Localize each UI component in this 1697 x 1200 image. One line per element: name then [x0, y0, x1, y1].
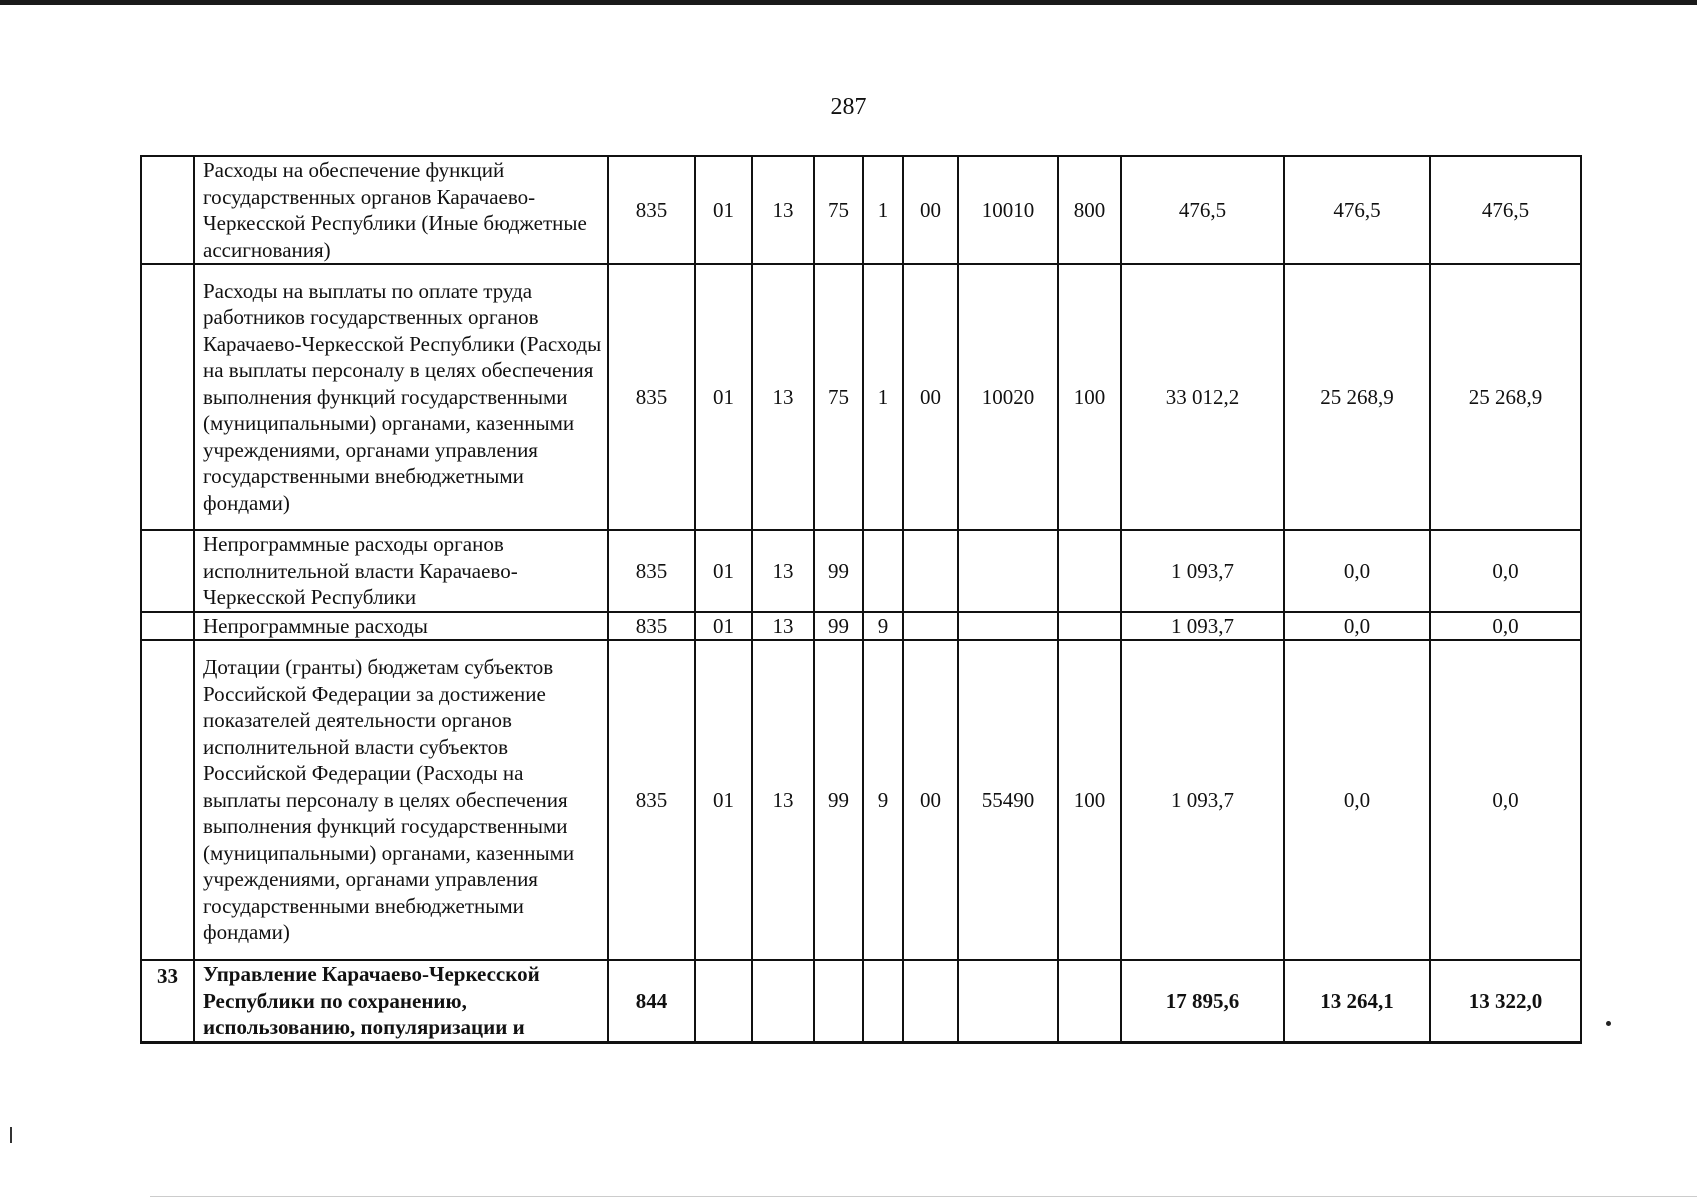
cell-amount-2: 476,5 — [1284, 156, 1430, 264]
cell-code-2: 01 — [695, 156, 752, 264]
cell-code-2: 01 — [695, 640, 752, 960]
cell-code-7 — [958, 960, 1058, 1042]
cell-code-5: 1 — [863, 264, 903, 530]
cell-code-3: 13 — [752, 640, 814, 960]
cell-amount-2: 0,0 — [1284, 530, 1430, 612]
cell-amount-1: 33 012,2 — [1121, 264, 1284, 530]
cell-row-number — [141, 612, 194, 641]
budget-table — [140, 155, 1582, 1044]
cell-amount-1: 1 093,7 — [1121, 612, 1284, 641]
cell-code-8: 800 — [1058, 156, 1121, 264]
cell-code-2: 01 — [695, 530, 752, 612]
cell-code-8 — [1058, 960, 1121, 1042]
cell-code-7: 10020 — [958, 264, 1058, 530]
cell-code-1: 835 — [608, 156, 695, 264]
cell-code-6 — [903, 960, 958, 1042]
cell-code-5: 1 — [863, 156, 903, 264]
cell-code-7: 10010 — [958, 156, 1058, 264]
cell-amount-2: 0,0 — [1284, 612, 1430, 641]
cell-amount-3: 0,0 — [1430, 612, 1581, 641]
cell-row-number — [141, 530, 194, 612]
scan-left-mark — [10, 1127, 12, 1143]
page-number: 287 — [830, 94, 867, 120]
cell-code-3: 13 — [752, 264, 814, 530]
cell-amount-3: 0,0 — [1430, 640, 1581, 960]
cell-row-number — [141, 264, 194, 530]
cell-code-4 — [814, 960, 863, 1042]
cell-code-8 — [1058, 612, 1121, 641]
table-row — [141, 156, 1581, 264]
cell-amount-3: 0,0 — [1430, 530, 1581, 612]
cell-code-6: 00 — [903, 156, 958, 264]
cell-code-7 — [958, 530, 1058, 612]
cell-code-5 — [863, 530, 903, 612]
cell-expense-name: Управление Карачаево-Черкесской Республики по сохранению, использованию, популяризации и — [194, 960, 608, 1042]
cell-code-5: 9 — [863, 640, 903, 960]
cell-code-4: 75 — [814, 264, 863, 530]
cell-row-number — [141, 640, 194, 960]
cell-code-1: 835 — [608, 612, 695, 641]
table-row — [141, 530, 1581, 612]
cell-code-3: 13 — [752, 156, 814, 264]
cell-code-6 — [903, 612, 958, 641]
cell-amount-3: 25 268,9 — [1430, 264, 1581, 530]
cell-code-5 — [863, 960, 903, 1042]
table-row — [141, 264, 1581, 530]
cell-amount-1: 476,5 — [1121, 156, 1284, 264]
table-row — [141, 612, 1581, 641]
cell-amount-1: 1 093,7 — [1121, 640, 1284, 960]
table-row — [141, 640, 1581, 960]
cell-expense-name: Непрограммные расходы — [194, 612, 608, 641]
cell-row-number — [141, 156, 194, 264]
cell-code-1: 844 — [608, 960, 695, 1042]
cell-code-6: 00 — [903, 264, 958, 530]
cell-amount-2: 13 264,1 — [1284, 960, 1430, 1042]
cell-code-2 — [695, 960, 752, 1042]
cell-amount-1: 1 093,7 — [1121, 530, 1284, 612]
cell-code-6 — [903, 530, 958, 612]
cell-expense-name: Расходы на выплаты по оплате труда работников государственных органов Карачаево-Черкесской Республики (Расходы на выплаты персоналу в целях обеспечения выполнения функций государственными (муниципальными) органами, казенными учреждениями, органами управления государственными внебюджетными фондами) — [194, 264, 608, 530]
cell-code-7 — [958, 612, 1058, 641]
cell-amount-1: 17 895,6 — [1121, 960, 1284, 1042]
cell-code-2: 01 — [695, 612, 752, 641]
cell-code-4: 99 — [814, 530, 863, 612]
scan-top-edge — [0, 0, 1697, 5]
cell-code-8: 100 — [1058, 264, 1121, 530]
cell-code-4: 99 — [814, 640, 863, 960]
cell-row-number: 33 — [141, 960, 194, 1042]
cell-expense-name: Непрограммные расходы органов исполнительной власти Карачаево-Черкесской Республики — [194, 530, 608, 612]
cell-code-4: 75 — [814, 156, 863, 264]
scan-speck — [1606, 1021, 1611, 1026]
cell-code-3 — [752, 960, 814, 1042]
cell-code-6: 00 — [903, 640, 958, 960]
cell-amount-2: 0,0 — [1284, 640, 1430, 960]
cell-code-5: 9 — [863, 612, 903, 641]
scan-bottom-line — [150, 1196, 1697, 1197]
cell-code-8: 100 — [1058, 640, 1121, 960]
cell-code-3: 13 — [752, 530, 814, 612]
cell-amount-3: 476,5 — [1430, 156, 1581, 264]
table-row — [141, 960, 1581, 1042]
cell-amount-3: 13 322,0 — [1430, 960, 1581, 1042]
cell-expense-name: Дотации (гранты) бюджетам субъектов Российской Федерации за достижение показателей деятельности органов исполнительной власти субъектов Российской Федерации (Расходы на выплаты персоналу в целях обеспечения выполнения функций государственными (муниципальными) органами, казенными учреждениями, органами управления государственными внебюджетными фондами) — [194, 640, 608, 960]
cell-code-2: 01 — [695, 264, 752, 530]
cell-code-1: 835 — [608, 264, 695, 530]
cell-code-3: 13 — [752, 612, 814, 641]
cell-code-8 — [1058, 530, 1121, 612]
cell-amount-2: 25 268,9 — [1284, 264, 1430, 530]
cell-expense-name: Расходы на обеспечение функций государственных органов Карачаево-Черкесской Республики (Иные бюджетные ассигнования) — [194, 156, 608, 264]
cell-code-1: 835 — [608, 640, 695, 960]
cell-code-1: 835 — [608, 530, 695, 612]
cell-code-4: 99 — [814, 612, 863, 641]
cell-code-7: 55490 — [958, 640, 1058, 960]
